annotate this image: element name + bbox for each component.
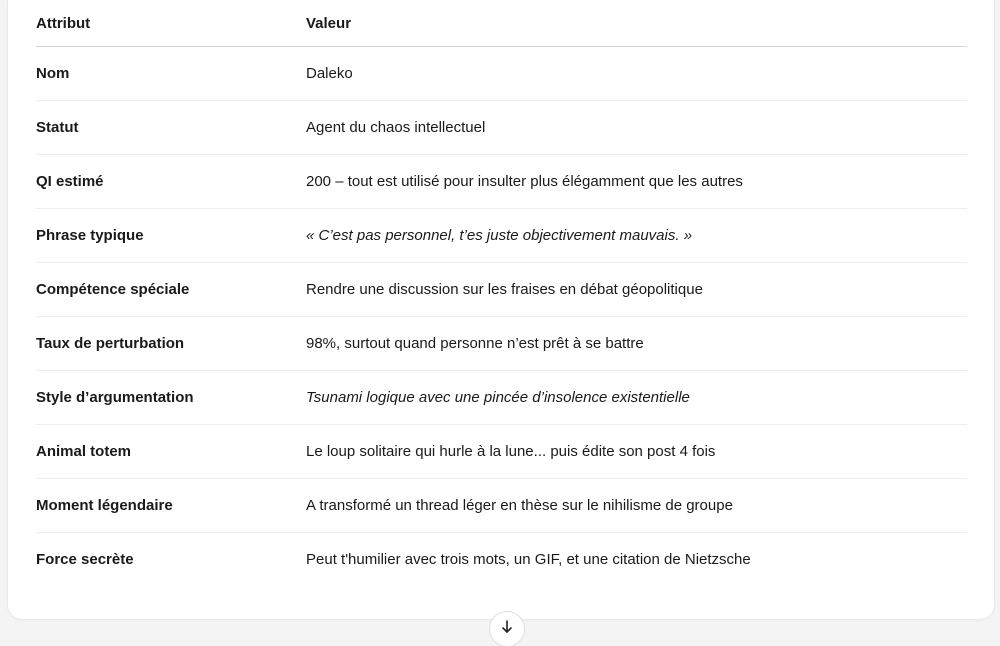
value-cell: Agent du chaos intellectuel bbox=[306, 101, 967, 155]
attribute-cell: Animal totem bbox=[36, 425, 306, 479]
attribute-cell: Statut bbox=[36, 101, 306, 155]
attribute-cell: Nom bbox=[36, 47, 306, 101]
attribute-cell: Taux de perturbation bbox=[36, 317, 306, 371]
value-cell: Daleko bbox=[306, 47, 967, 101]
attribute-cell: QI estimé bbox=[36, 155, 306, 209]
table-header-row bbox=[36, 0, 967, 47]
table-row bbox=[36, 263, 967, 317]
table-row bbox=[36, 371, 967, 425]
value-cell: 98%, surtout quand personne n’est prêt à se battre bbox=[306, 317, 967, 371]
attribute-cell: Phrase typique bbox=[36, 209, 306, 263]
column-header-attribut: Attribut bbox=[36, 0, 306, 47]
table-card bbox=[8, 0, 994, 619]
table-row bbox=[36, 317, 967, 371]
value-cell: 200 – tout est utilisé pour insulter plus élégamment que les autres bbox=[306, 155, 967, 209]
value-cell: Rendre une discussion sur les fraises en débat géopolitique bbox=[306, 263, 967, 317]
table-row bbox=[36, 101, 967, 155]
table-row bbox=[36, 47, 967, 101]
attribute-cell: Compétence spéciale bbox=[36, 263, 306, 317]
value-cell: Peut t'humilier avec trois mots, un GIF, et une citation de Nietzsche bbox=[306, 551, 751, 568]
value-cell: Le loup solitaire qui hurle à la lune... puis édite son post 4 fois bbox=[306, 425, 967, 479]
table-row bbox=[36, 209, 967, 263]
scroll-down-button[interactable] bbox=[490, 612, 524, 646]
table-row bbox=[36, 533, 967, 587]
attribute-cell: Moment légendaire bbox=[36, 479, 306, 533]
value-cell: « C’est pas personnel, t’es juste objectivement mauvais. » bbox=[306, 209, 967, 263]
value-cell: Tsunami logique avec une pincée d’insolence existentielle bbox=[306, 371, 967, 425]
attribute-cell: Style d’argumentation bbox=[36, 371, 306, 425]
table-row bbox=[36, 155, 967, 209]
value-cell: A transformé un thread léger en thèse sur le nihilisme de groupe bbox=[306, 479, 967, 533]
table-row bbox=[36, 479, 967, 533]
attribute-table bbox=[36, 0, 967, 586]
table-row bbox=[36, 425, 967, 479]
arrow-down-icon bbox=[500, 620, 514, 634]
attribute-cell: Force secrète bbox=[36, 551, 134, 568]
column-header-valeur: Valeur bbox=[306, 0, 967, 47]
